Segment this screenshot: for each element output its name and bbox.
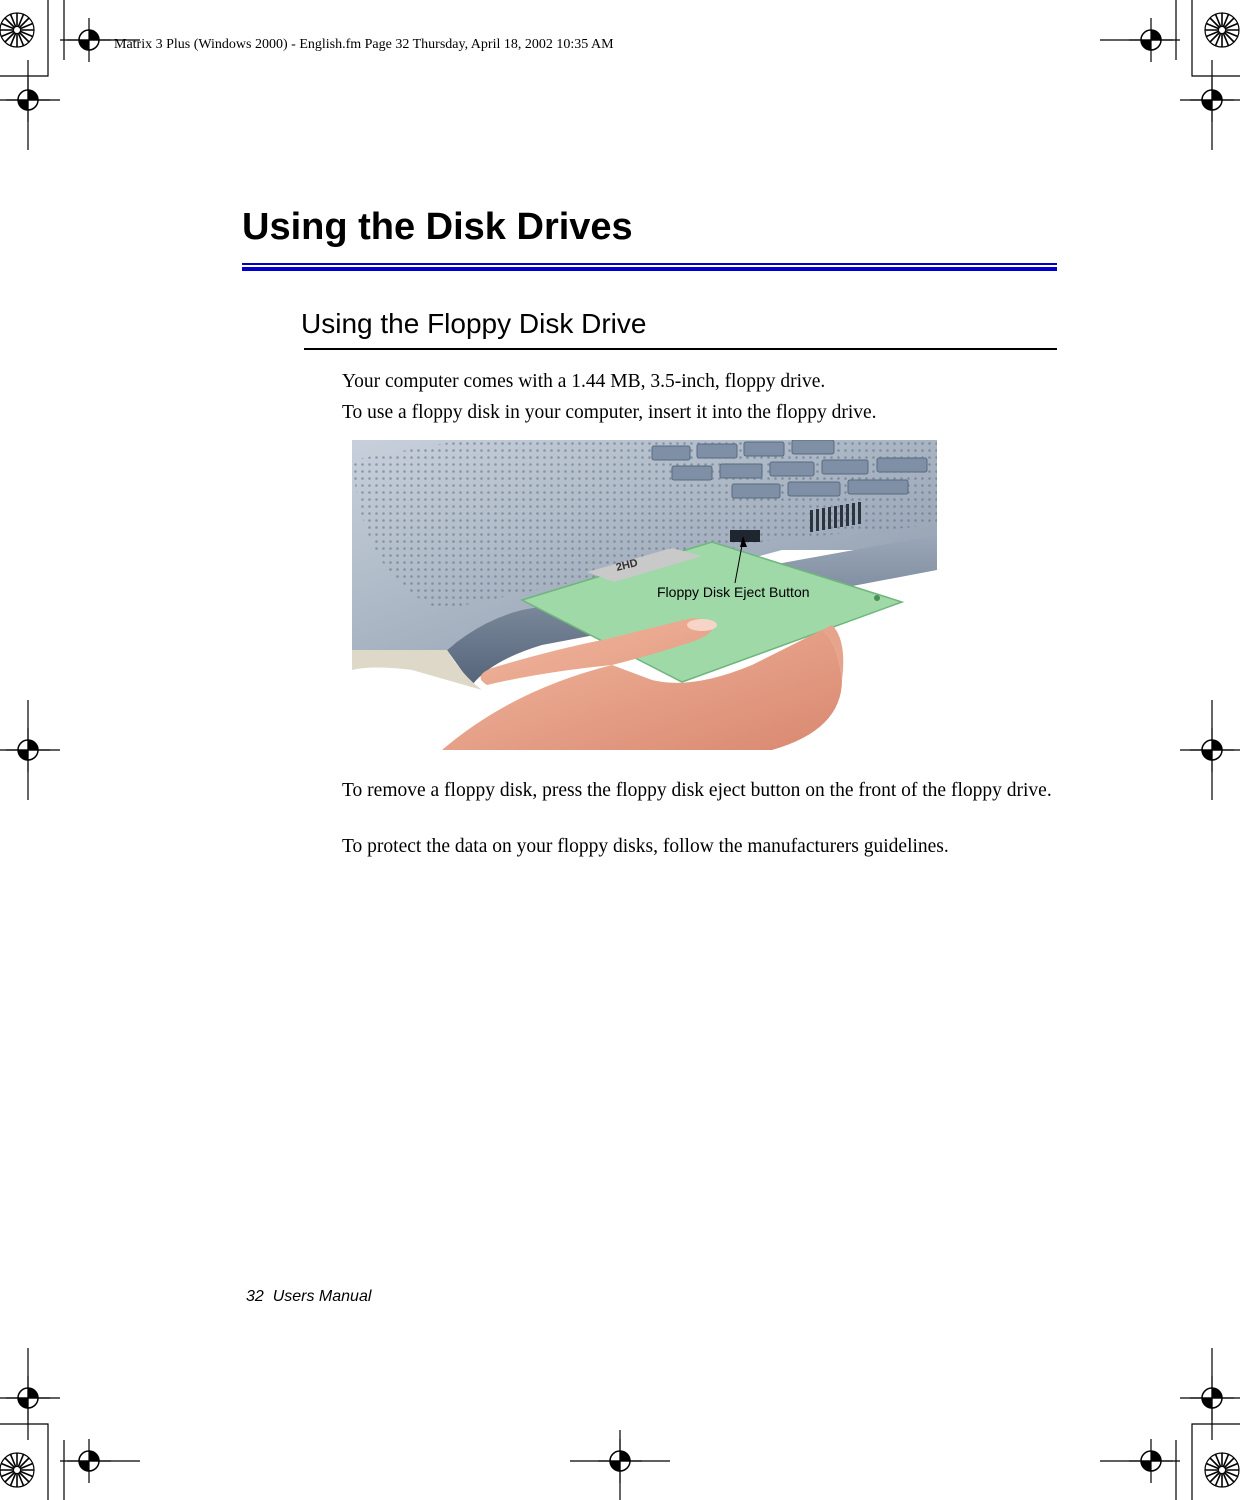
laptop-floppy-illustration: [352, 440, 937, 750]
manual-title: Users Manual: [272, 1288, 372, 1305]
page-number: 32: [246, 1288, 264, 1305]
chapter-rule-bottom: [242, 267, 1057, 271]
section-title: Using the Floppy Disk Drive: [301, 308, 647, 339]
floppy-insertion-figure: [352, 440, 937, 750]
chapter-rule-top: [242, 263, 1057, 265]
chapter-title: Using the Disk Drives: [242, 206, 633, 248]
paragraph-protect-data: To protect the data on your floppy disks, follow the manufacturers guidelines.: [342, 836, 949, 857]
eject-button-callout: Floppy Disk Eject Button: [657, 584, 810, 600]
paragraph-remove-disk: To remove a floppy disk, press the floppy disk eject button on the front of the floppy drive.: [342, 780, 1052, 801]
document-header-line: Matrix 3 Plus (Windows 2000) - English.fm Page 32 Thursday, April 18, 2002 10:35 AM: [114, 37, 614, 52]
paragraph-insert-disk: To use a floppy disk in your computer, insert it into the floppy drive.: [342, 402, 877, 423]
disk-label-text: 2HD: [614, 556, 640, 574]
section-rule: [304, 348, 1057, 350]
paragraph-drive-spec: Your computer comes with a 1.44 MB, 3.5-inch, floppy drive.: [342, 371, 826, 392]
page-footer: [246, 1288, 371, 1306]
